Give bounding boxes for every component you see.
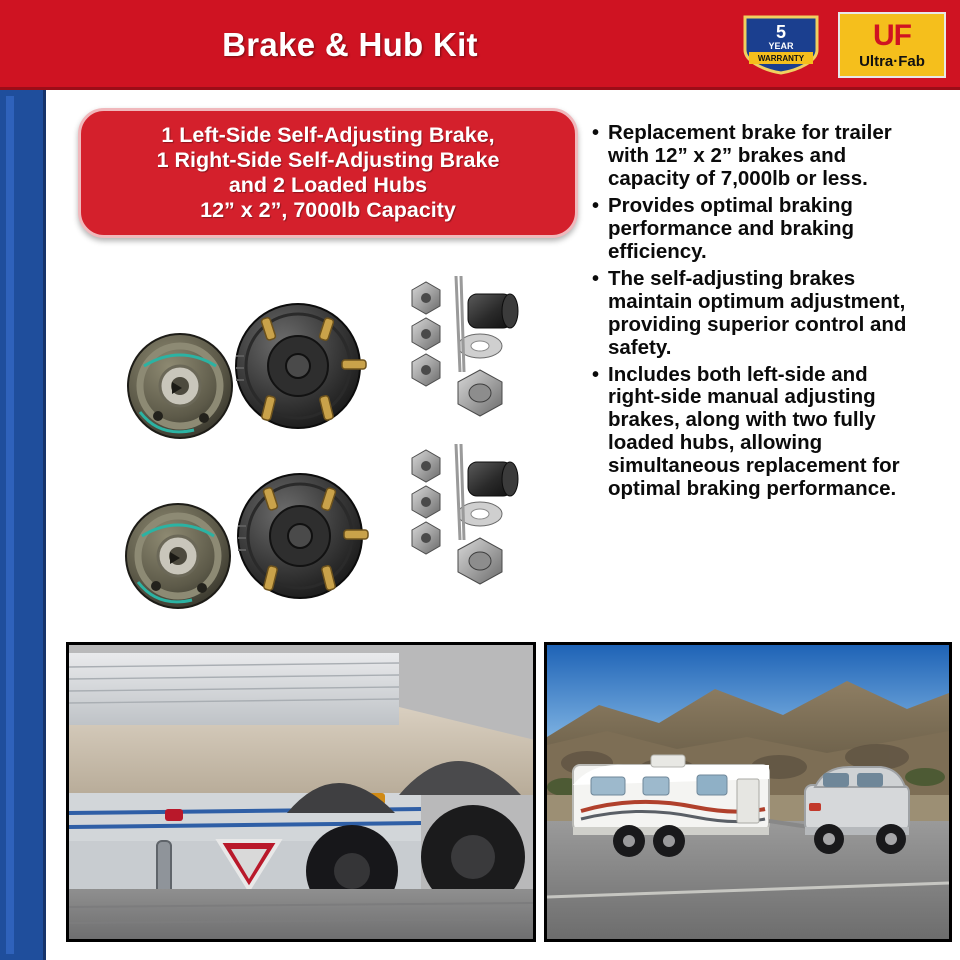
svg-text:YEAR: YEAR: [768, 41, 794, 51]
bullet-dot-icon: •: [592, 194, 600, 217]
bullet-dot-icon: •: [592, 122, 600, 144]
photo-travel-trailer-towing: [544, 642, 952, 942]
list-item: [592, 122, 922, 191]
kit-contents-callout: [78, 108, 578, 238]
bullet-text: Replacement brake for trailer with 12” x 2” brakes and capacity of 7,000lb or less.: [608, 121, 892, 190]
page-title: Brake & Hub Kit: [222, 26, 478, 63]
bullet-dot-icon: •: [592, 267, 600, 290]
header-bar: [0, 0, 960, 90]
callout-line-2: 1 Right-Side Self-Adjusting Brake: [156, 147, 500, 172]
left-color-rail: [0, 90, 46, 960]
callout-line-1: 1 Left-Side Self-Adjusting Brake,: [161, 122, 495, 147]
callout-line-3: and 2 Loaded Hubs: [228, 173, 428, 197]
callout-line-4: 12” x 2”, 7000lb Capacity: [200, 198, 456, 223]
warranty-badge-icon: [735, 14, 827, 76]
feature-bullet-list: [592, 122, 922, 505]
svg-text:5: 5: [775, 22, 787, 42]
brand-name: Ultra·Fab: [859, 53, 925, 70]
photo-utility-trailer: [66, 642, 536, 942]
svg-text:WARRANTY: WARRANTY: [757, 54, 805, 63]
rail-accent-stripe: [6, 96, 14, 954]
bullet-text: The self-adjusting brakes maintain optimum adjustment, providing superior control and safety.: [608, 266, 907, 359]
bullet-text: Provides optimal braking performance and braking efficiency.: [608, 193, 855, 263]
bullet-dot-icon: •: [592, 363, 600, 386]
list-item: [592, 268, 922, 360]
brand-logo: [838, 12, 946, 78]
product-image-brake-hub-kit: [120, 258, 550, 628]
brand-mark: UF: [873, 19, 911, 52]
list-item: [592, 364, 922, 502]
bullet-text: Includes both left-side and right-side manual adjusting brakes, along with two fully loaded hubs, allowing simultaneous replacement for optimal braking performance.: [608, 362, 900, 501]
list-item: [592, 195, 922, 264]
